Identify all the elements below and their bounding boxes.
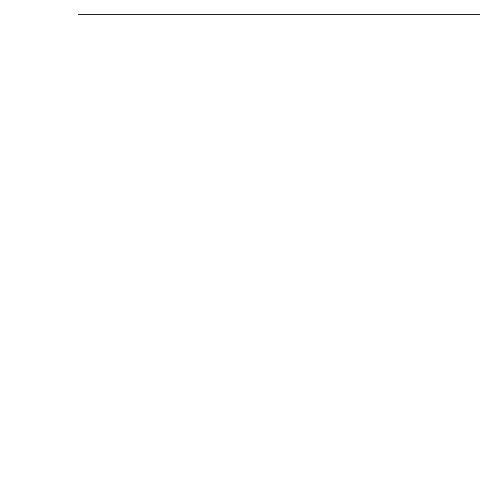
running-header — [78, 0, 480, 15]
